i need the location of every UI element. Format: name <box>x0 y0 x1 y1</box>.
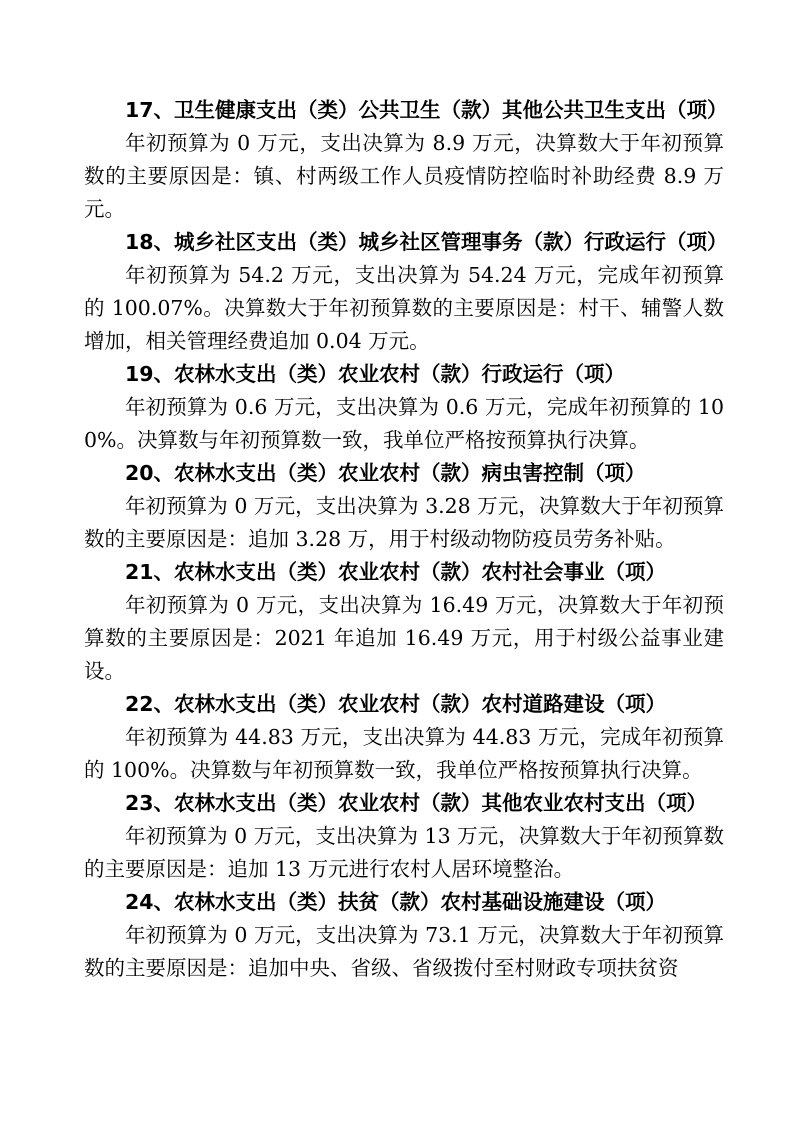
section-17 <box>84 94 728 226</box>
section-heading: 24、农林水支出（类）扶贫（款）农村基础设施建设（项） <box>125 890 667 914</box>
section-heading: 22、农林水支出（类）农业农村（款）农村道路建设（项） <box>125 692 667 716</box>
section-22 <box>84 688 724 787</box>
section-body: 年初预算为 0 万元，支出决算为 16.49 万元，决算数大于年初预算数的主要原因是：2021 年追加 16.49 万元，用于村级公益事业建设。 <box>84 593 724 683</box>
section-23 <box>84 787 724 886</box>
document-page <box>84 94 728 985</box>
section-19 <box>84 358 724 457</box>
section-heading: 23、农林水支出（类）农业农村（款）其他农业农村支出（项） <box>125 791 708 815</box>
section-20 <box>84 457 724 556</box>
section-heading: 18、城乡社区支出（类）城乡社区管理事务（款）行政运行（项） <box>125 230 728 254</box>
section-21 <box>84 556 724 688</box>
section-body: 年初预算为 44.83 万元，支出决算为 44.83 万元，完成年初预算的 100%。决算数与年初预算数一致，我单位严格按预算执行决算。 <box>84 725 724 782</box>
section-24 <box>84 886 724 985</box>
section-body: 年初预算为 0 万元，支出决算为 8.9 万元，决算数大于年初预算数的主要原因是：镇、村两级工作人员疫情防控临时补助经费 8.9 万元。 <box>84 131 724 221</box>
section-body: 年初预算为 54.2 万元，支出决算为 54.24 万元，完成年初预算的 100.07%。决算数大于年初预算数的主要原因是：村干、辅警人数增加，相关管理经费追加 0.04 万元。 <box>84 263 724 353</box>
section-18 <box>84 226 728 358</box>
section-heading: 17、卫生健康支出（类）公共卫生（款）其他公共卫生支出（项） <box>125 98 728 122</box>
section-body: 年初预算为 0 万元，支出决算为 3.28 万元，决算数大于年初预算数的主要原因是：追加 3.28 万，用于村级动物防疫员劳务补贴。 <box>84 494 724 551</box>
section-body: 年初预算为 0 万元，支出决算为 73.1 万元，决算数大于年初预算数的主要原因是：追加中央、省级、省级拨付至村财政专项扶贫资 <box>84 923 724 980</box>
section-heading: 21、农林水支出（类）农业农村（款）农村社会事业（项） <box>125 560 667 584</box>
section-body: 年初预算为 0 万元，支出决算为 13 万元，决算数大于年初预算数的主要原因是：追加 13 万元进行农村人居环境整治。 <box>84 824 724 881</box>
section-body: 年初预算为 0.6 万元，支出决算为 0.6 万元，完成年初预算的 100%。决算数与年初预算数一致，我单位严格按预算执行决算。 <box>84 395 724 452</box>
section-heading: 19、农林水支出（类）农业农村（款）行政运行（项） <box>125 362 626 386</box>
section-heading: 20、农林水支出（类）农业农村（款）病虫害控制（项） <box>125 461 646 485</box>
